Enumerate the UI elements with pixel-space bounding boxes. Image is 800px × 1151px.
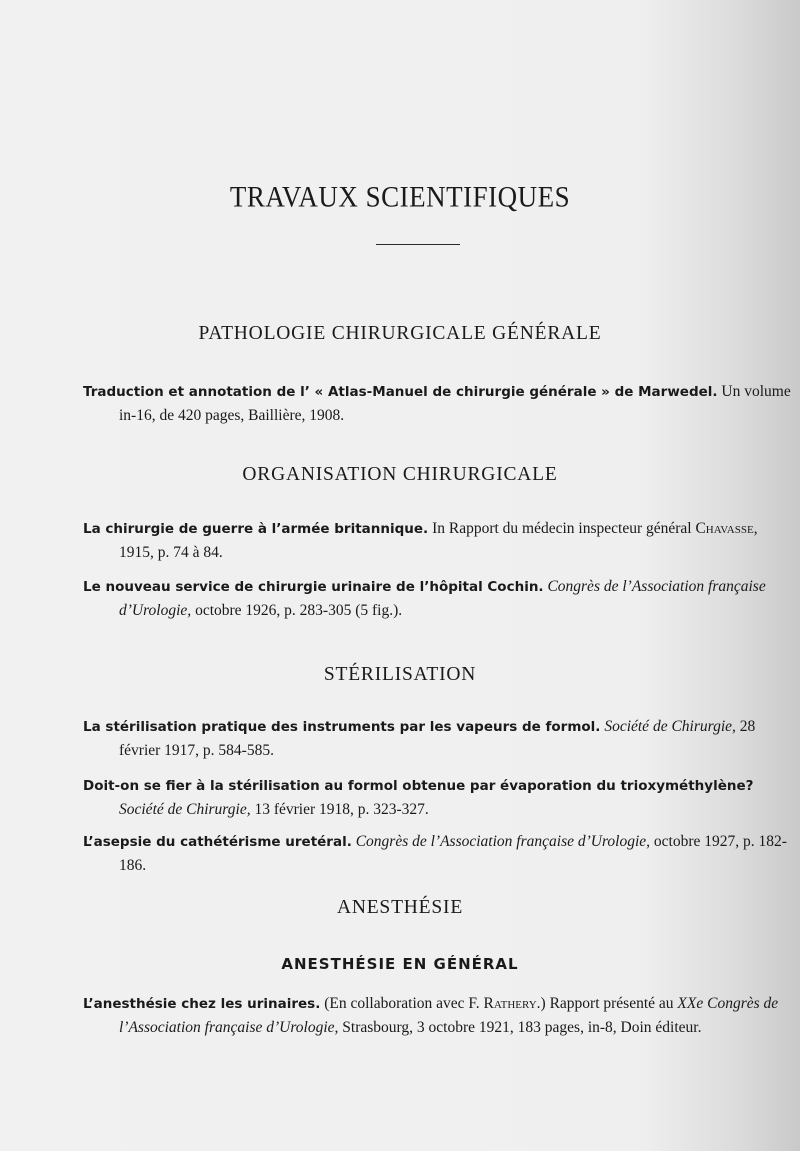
entry-details: octobre 1927, p. 182-186.	[119, 833, 787, 874]
subsection-title-anesthesie-general: ANESTHÉSIE EN GÉNÉRAL	[281, 955, 519, 973]
entry-trioxymethylene	[83, 774, 791, 821]
entry-anesthesie-urinaires	[83, 992, 791, 1039]
entry-catheterisme	[83, 830, 791, 877]
entry-details-2: .) Rapport présenté au	[536, 995, 678, 1012]
entry-title: L’asepsie du cathétérisme uretéral.	[83, 834, 352, 850]
entry-title: Doit-on se fier à la stérilisation au formol obtenue par évaporation du trioxyméthylène?	[83, 778, 754, 794]
section-title-organisation: ORGANISATION CHIRURGICALE	[242, 464, 558, 485]
entry-sterilisation-formol	[83, 715, 791, 762]
entry-journal: Société de Chirurgie,	[119, 801, 251, 818]
entry-title: Le nouveau service de chirurgie urinaire de l’hôpital Cochin.	[83, 579, 544, 595]
entry-details: Un volume in-16, de 420 pages, Baillière, 1908.	[119, 383, 791, 424]
entry-details: 13 février 1918, p. 323-327.	[250, 801, 429, 818]
entry-title: La chirurgie de guerre à l’armée britannique.	[83, 521, 429, 537]
section-title-pathologie: PATHOLOGIE CHIRURGICALE GÉNÉRALE	[198, 323, 602, 344]
author-name: Rathery	[483, 995, 537, 1012]
page-title: TRAVAUX SCIENTIFIQUES	[229, 180, 571, 214]
entry-journal: Congrès de l’Association française d’Urologie,	[119, 578, 766, 619]
entry-journal: XXe Congrès de l’Association française d’Urologie,	[119, 995, 779, 1036]
entry-chirurgie-guerre	[83, 517, 791, 564]
entry-title: Traduction et annotation de l’ « Atlas-Manuel de chirurgie générale » de Marwedel.	[83, 384, 718, 400]
entry-title: La stérilisation pratique des instruments par les vapeurs de formol.	[83, 719, 601, 735]
section-title-anesthesie: ANESTHÉSIE	[336, 897, 464, 918]
entry-details: octobre 1926, p. 283-305 (5 fig.).	[191, 602, 403, 619]
entry-title: L’anesthésie chez les urinaires.	[83, 996, 321, 1012]
entry-journal: Société de Chirurgie,	[600, 718, 736, 735]
entry-details: (En collaboration avec F.	[320, 995, 484, 1012]
title-rule	[376, 244, 460, 245]
entry-details: In Rapport du médecin inspecteur général	[428, 520, 696, 537]
author-name: Chavasse	[695, 520, 754, 537]
entry-pages: , 1915, p. 74 à 84.	[119, 520, 758, 561]
entry-journal: Congrès de l’Association française d’Urologie,	[351, 833, 651, 850]
entry-service-cochin	[83, 575, 791, 622]
entry-details-3: Strasbourg, 3 octobre 1921, 183 pages, in-8, Doin éditeur.	[338, 1019, 702, 1036]
entry-details: 28 février 1917, p. 584-585.	[119, 718, 756, 759]
entry-atlas-manuel	[83, 380, 791, 427]
section-title-sterilisation: STÉRILISATION	[323, 664, 477, 685]
